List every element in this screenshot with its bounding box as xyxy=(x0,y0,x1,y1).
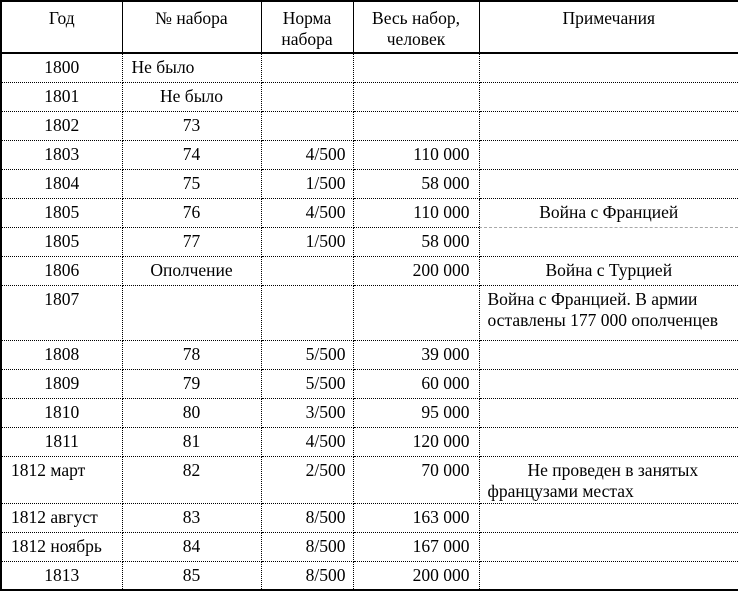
cell-note xyxy=(479,561,738,590)
cell-note xyxy=(479,532,738,561)
cell-year: 1803 xyxy=(1,140,122,169)
cell-year: 1801 xyxy=(1,82,122,111)
cell-year: 1804 xyxy=(1,169,122,198)
table-row xyxy=(1,340,738,369)
cell-year: 1807 xyxy=(1,285,122,340)
cell-year: 1806 xyxy=(1,256,122,285)
cell-year: 1813 xyxy=(1,561,122,590)
cell-total: 163 000 xyxy=(353,503,479,532)
cell-year: 1812 март xyxy=(1,456,122,503)
cell-total: 70 000 xyxy=(353,456,479,503)
cell-draft-number: 81 xyxy=(122,427,261,456)
table-row xyxy=(1,140,738,169)
cell-norm: 5/500 xyxy=(261,340,353,369)
cell-year: 1800 xyxy=(1,53,122,82)
cell-year: 1808 xyxy=(1,340,122,369)
cell-note xyxy=(479,140,738,169)
cell-total xyxy=(353,285,479,340)
cell-norm: 1/500 xyxy=(261,227,353,256)
cell-draft-number: 74 xyxy=(122,140,261,169)
cell-norm: 5/500 xyxy=(261,369,353,398)
cell-draft-number: 76 xyxy=(122,198,261,227)
cell-draft-number xyxy=(122,285,261,340)
cell-year: 1805 xyxy=(1,227,122,256)
cell-total xyxy=(353,82,479,111)
cell-norm xyxy=(261,256,353,285)
table-row xyxy=(1,503,738,532)
cell-year: 1809 xyxy=(1,369,122,398)
cell-note xyxy=(479,369,738,398)
cell-norm: 8/500 xyxy=(261,532,353,561)
cell-note xyxy=(479,53,738,82)
cell-draft-number: 83 xyxy=(122,503,261,532)
cell-note xyxy=(479,82,738,111)
cell-norm: 2/500 xyxy=(261,456,353,503)
cell-note xyxy=(479,227,738,256)
cell-norm: 4/500 xyxy=(261,198,353,227)
cell-total xyxy=(353,53,479,82)
cell-total: 200 000 xyxy=(353,561,479,590)
cell-total: 200 000 xyxy=(353,256,479,285)
cell-total: 120 000 xyxy=(353,427,479,456)
cell-norm xyxy=(261,53,353,82)
cell-total: 60 000 xyxy=(353,369,479,398)
cell-total: 58 000 xyxy=(353,169,479,198)
table-body xyxy=(1,53,738,590)
column-header-draft-number: № набора xyxy=(122,1,261,53)
column-header-norm: Норма набора xyxy=(261,1,353,53)
cell-norm xyxy=(261,111,353,140)
cell-total xyxy=(353,111,479,140)
cell-year: 1805 xyxy=(1,198,122,227)
cell-year: 1810 xyxy=(1,398,122,427)
table-header xyxy=(1,1,738,53)
cell-year: 1812 август xyxy=(1,503,122,532)
cell-draft-number: Ополчение xyxy=(122,256,261,285)
cell-note: Война с Францией xyxy=(479,198,738,227)
table-row xyxy=(1,53,738,82)
cell-total: 167 000 xyxy=(353,532,479,561)
cell-draft-number: 85 xyxy=(122,561,261,590)
cell-total: 110 000 xyxy=(353,198,479,227)
table-row xyxy=(1,398,738,427)
table-row xyxy=(1,285,738,340)
cell-norm: 1/500 xyxy=(261,169,353,198)
cell-note xyxy=(479,340,738,369)
cell-note: Война с Турцией xyxy=(479,256,738,285)
cell-note xyxy=(479,398,738,427)
header-row xyxy=(1,1,738,53)
cell-year: 1811 xyxy=(1,427,122,456)
table-row xyxy=(1,82,738,111)
cell-draft-number: 79 xyxy=(122,369,261,398)
cell-total: 39 000 xyxy=(353,340,479,369)
cell-norm: 8/500 xyxy=(261,561,353,590)
table-row xyxy=(1,256,738,285)
cell-draft-number: 82 xyxy=(122,456,261,503)
cell-norm xyxy=(261,82,353,111)
cell-note xyxy=(479,169,738,198)
cell-draft-number: 78 xyxy=(122,340,261,369)
table-row xyxy=(1,456,738,503)
cell-note xyxy=(479,427,738,456)
cell-draft-number: 77 xyxy=(122,227,261,256)
table-row xyxy=(1,561,738,590)
column-header-notes: Примечания xyxy=(479,1,738,53)
cell-total: 58 000 xyxy=(353,227,479,256)
cell-norm: 8/500 xyxy=(261,503,353,532)
table-row xyxy=(1,427,738,456)
table-row xyxy=(1,532,738,561)
cell-norm: 3/500 xyxy=(261,398,353,427)
cell-note: Не проведен в занятых французами местах xyxy=(479,456,738,503)
cell-draft-number: Не было xyxy=(122,53,261,82)
table-row xyxy=(1,169,738,198)
cell-norm xyxy=(261,285,353,340)
cell-draft-number: Не было xyxy=(122,82,261,111)
cell-draft-number: 73 xyxy=(122,111,261,140)
cell-note: Война с Францией. В армии оставлены 177 000 ополченцев xyxy=(479,285,738,340)
table-row xyxy=(1,227,738,256)
cell-total: 110 000 xyxy=(353,140,479,169)
cell-draft-number: 75 xyxy=(122,169,261,198)
table-row xyxy=(1,369,738,398)
cell-draft-number: 80 xyxy=(122,398,261,427)
table-row xyxy=(1,198,738,227)
cell-norm: 4/500 xyxy=(261,140,353,169)
cell-norm: 4/500 xyxy=(261,427,353,456)
cell-total: 95 000 xyxy=(353,398,479,427)
cell-year: 1812 ноябрь xyxy=(1,532,122,561)
cell-year: 1802 xyxy=(1,111,122,140)
cell-note xyxy=(479,503,738,532)
column-header-total: Весь набор, человек xyxy=(353,1,479,53)
cell-draft-number: 84 xyxy=(122,532,261,561)
table-row xyxy=(1,111,738,140)
column-header-year: Год xyxy=(1,1,122,53)
cell-note xyxy=(479,111,738,140)
